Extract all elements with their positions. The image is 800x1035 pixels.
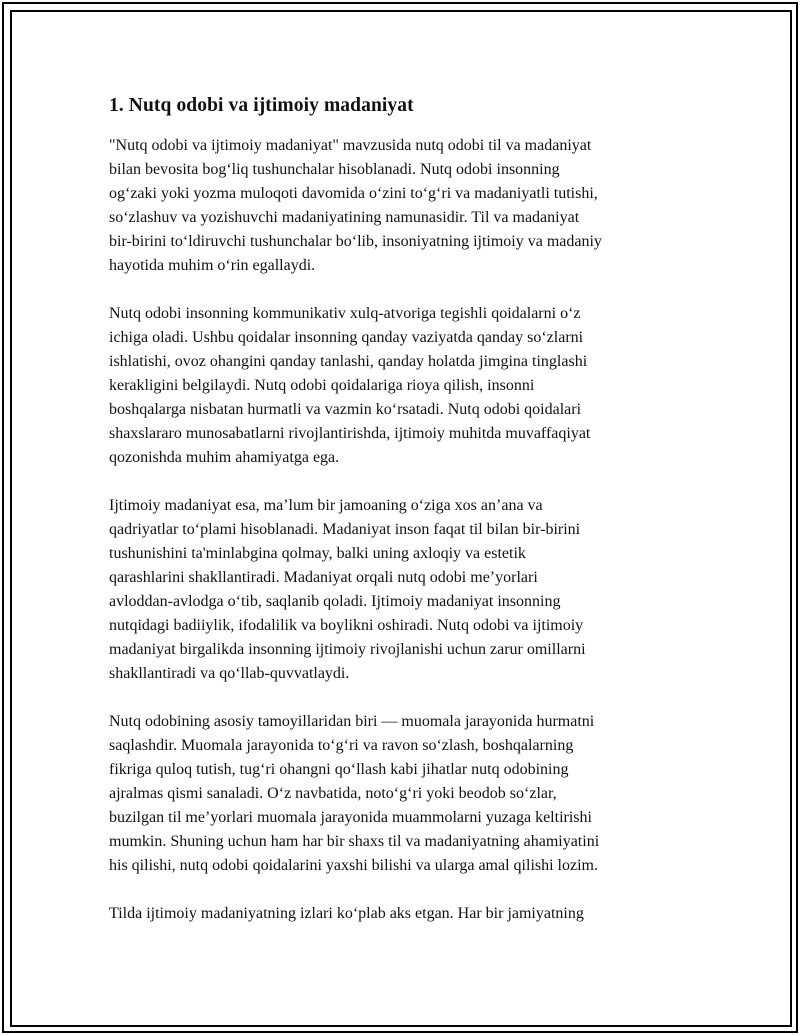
paragraph-2: Nutq odobi insonning kommunikativ xulq-atvoriga tegishli qoidalarni o‘z ichiga oladi. Ushbu qoidalar insonning qanday vaziyatda qanday so‘zlarni ishlatishi, ovoz ohangini qanday tanlashi, qanday holatda jimgina tinglashi kerakligini belgilaydi. Nutq odobi qoidalariga rioya qilish, insonni boshqalarga nisbatan hurmatli va vazmin ko‘rsatadi. Nutq odobi qoidalari shaxslararo munosabatlarni rivojlantirishda, ijtimoiy muhitda muvaffaqiyat qozonishda muhim ahamiyatga ega. — [109, 305, 591, 466]
paragraph-3: Ijtimoiy madaniyat esa, ma’lum bir jamoaning o‘ziga xos an’ana va qadriyatlar to‘plami hisoblanadi. Madaniyat inson faqat til bilan bir-birini tushunishini ta'minlabgina qolmay, balki uning axloqiy va estetik qarashlarini shakllantiradi. Madaniyat orqali nutq odobi me’yorlari avloddan-avlodga o‘tib, saqlanib qoladi. Ijtimoiy madaniyat insonning nutqidagi badiiylik, ifodalilik va boylikni oshiradi. Nutq odobi va ijtimoiy madaniyat birgalikda insonning ijtimoiy rivojlanishi uchun zarur omillarni shakllantiradi va qo‘llab-quvvatlaydi. — [109, 497, 586, 682]
document-body — [109, 92, 689, 950]
paragraph-4: Nutq odobining asosiy tamoyillaridan biri — muomala jarayonida hurmatni saqlashdir. Muomala jarayonida to‘g‘ri va ravon so‘zlash, boshqalarning fikriga quloq tutish, tug‘ri ohangni qo‘llash kabi jihatlar nutq odobining ajralmas qismi sanaladi. O‘z navbatida, noto‘g‘ri yoki beodob so‘zlar, buzilgan til me’yorlari muomala jarayonida muammolarni yuzaga keltirishi mumkin. Shuning uchun ham har bir shaxs til va madaniyatning ahamiyatini his qilishi, nutq odobi qoidalarini yaxshi bilishi va ularga amal qilishi lozim. — [109, 713, 600, 874]
section-heading: 1. Nutq odobi va ijtimoiy madaniyat — [109, 95, 414, 116]
paragraph-5: Tilda ijtimoiy madaniyatning izlari ko‘plab aks etgan. Har bir jamiyatning — [109, 905, 584, 922]
paragraph-1: "Nutq odobi va ijtimoiy madaniyat" mavzusida nutq odobi til va madaniyat bilan bevosita bog‘liq tushunchalar hisoblanadi. Nutq odobi insonning og‘zaki yoki yozma muloqoti davomida o‘zini to‘g‘ri va madaniyatli tutishi, so‘zlashuv va yozishuvchi madaniyatining namunasidir. Til va madaniyat bir-birini to‘ldiruvchi tushunchalar bo‘lib, insoniyatning ijtimoiy va madaniy hayotida muhim o‘rin egallaydi. — [109, 137, 602, 274]
